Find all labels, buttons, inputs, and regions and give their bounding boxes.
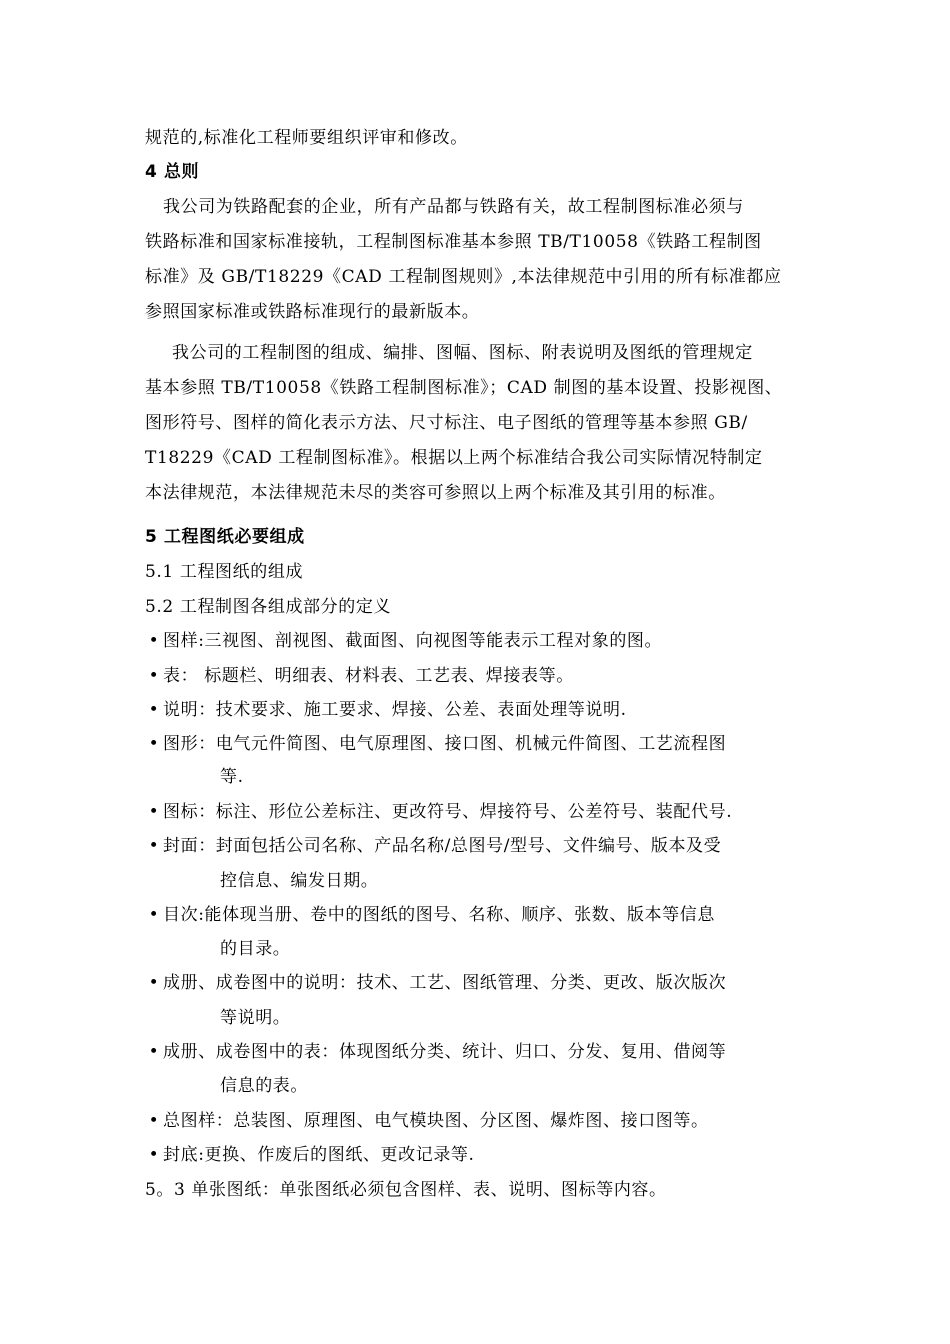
- bullet-marker: •: [148, 973, 160, 993]
- bullet-text: 图形：电气元件简图、电气原理图、接口图、机械元件简图、工艺流程图: [163, 734, 727, 754]
- bullet-item: [145, 1040, 726, 1064]
- bullet-marker: •: [148, 905, 160, 925]
- bullet-continuation: 等.: [220, 767, 244, 787]
- bullet-marker: •: [148, 700, 160, 720]
- paragraph-line: 规范的,标准化工程师要组织评审和修改。: [145, 128, 468, 148]
- paragraph-line: 图形符号、图样的简化表示方法、尺寸标注、电子图纸的管理等基本参照 GB/: [145, 413, 748, 433]
- bullet-item: [145, 971, 726, 995]
- paragraph-line: 铁路标准和国家标准接轨，工程制图标准基本参照 TB/T10058《铁路工程制图: [145, 232, 762, 252]
- bullet-item: [145, 698, 627, 722]
- bullet-text: 封面：封面包括公司名称、产品名称/总图号/型号、文件编号、版本及受: [163, 836, 722, 856]
- paragraph-line: 标准》及 GB/T18229《CAD 工程制图规则》,本法律规范中引用的所有标准都应: [145, 267, 782, 287]
- bullet-marker: •: [148, 1042, 160, 1062]
- bullet-text: 目次:能体现当册、卷中的图纸的图号、名称、顺序、张数、版本等信息: [163, 905, 715, 925]
- paragraph-line: 基本参照 TB/T10058《铁路工程制图标准》；CAD 制图的基本设置、投影视图、: [145, 378, 783, 398]
- paragraph-line: 本法律规范，本法律规范未尽的类容可参照以上两个标准及其引用的标准。: [145, 483, 726, 503]
- bullet-marker: •: [148, 734, 160, 754]
- bullet-text: 说明：技术要求、施工要求、焊接、公差、表面处理等说明.: [163, 700, 627, 720]
- bullet-continuation: 控信息、编发日期。: [220, 871, 379, 891]
- section-heading-4: 4 总则: [145, 162, 200, 182]
- bullet-item: [145, 1109, 709, 1133]
- bullet-text: 封底:更换、作废后的图纸、更改记录等.: [163, 1145, 475, 1165]
- bullet-continuation: 等说明。: [220, 1008, 291, 1028]
- bullet-item: [145, 664, 574, 688]
- bullet-text: 成册、成卷图中的说明：技术、工艺、图纸管理、分类、更改、版次版次: [163, 973, 727, 993]
- bullet-item: [145, 1143, 475, 1167]
- bullet-item: [145, 629, 662, 653]
- bullet-continuation: 信息的表。: [220, 1076, 308, 1096]
- bullet-text: 图标：标注、形位公差标注、更改符号、焊接符号、公差符号、装配代号.: [163, 802, 733, 822]
- bullet-item: [145, 903, 715, 927]
- bullet-text: 成册、成卷图中的表：体现图纸分类、统计、归口、分发、复用、借阅等: [163, 1042, 727, 1062]
- paragraph-line: 我公司的工程制图的组成、编排、图幅、图标、附表说明及图纸的管理规定: [172, 343, 753, 363]
- paragraph-line: 我公司为铁路配套的企业，所有产品都与铁路有关，故工程制图标准必须与: [163, 197, 744, 217]
- section-heading-5: 5 工程图纸必要组成: [145, 527, 305, 547]
- bullet-text: 图样:三视图、剖视图、截面图、向视图等能表示工程对象的图。: [163, 631, 663, 651]
- bullet-item: [145, 732, 726, 756]
- paragraph-line: T18229《CAD 工程制图标准》。根据以上两个标准结合我公司实际情况特制定: [145, 448, 763, 468]
- bullet-item: [145, 834, 721, 858]
- bullet-marker: •: [148, 1145, 160, 1165]
- bullet-text: 表： 标题栏、明细表、材料表、工艺表、焊接表等。: [163, 666, 574, 686]
- subsection-heading-5-2: 5.2 工程制图各组成部分的定义: [145, 597, 392, 617]
- bullet-marker: •: [148, 666, 160, 686]
- bullet-marker: •: [148, 631, 160, 651]
- bullet-item: [145, 800, 732, 824]
- bullet-marker: •: [148, 1111, 160, 1131]
- bullet-marker: •: [148, 802, 160, 822]
- paragraph-line: 参照国家标准或铁路标准现行的最新版本。: [145, 302, 480, 322]
- bullet-text: 总图样：总装图、原理图、电气模块图、分区图、爆炸图、接口图等。: [163, 1111, 709, 1131]
- subsection-heading-5-3: 5。3 单张图纸：单张图纸必须包含图样、表、说明、图标等内容。: [145, 1180, 667, 1200]
- subsection-heading-5-1: 5.1 工程图纸的组成: [145, 562, 304, 582]
- bullet-continuation: 的目录。: [220, 939, 291, 959]
- bullet-marker: •: [148, 836, 160, 856]
